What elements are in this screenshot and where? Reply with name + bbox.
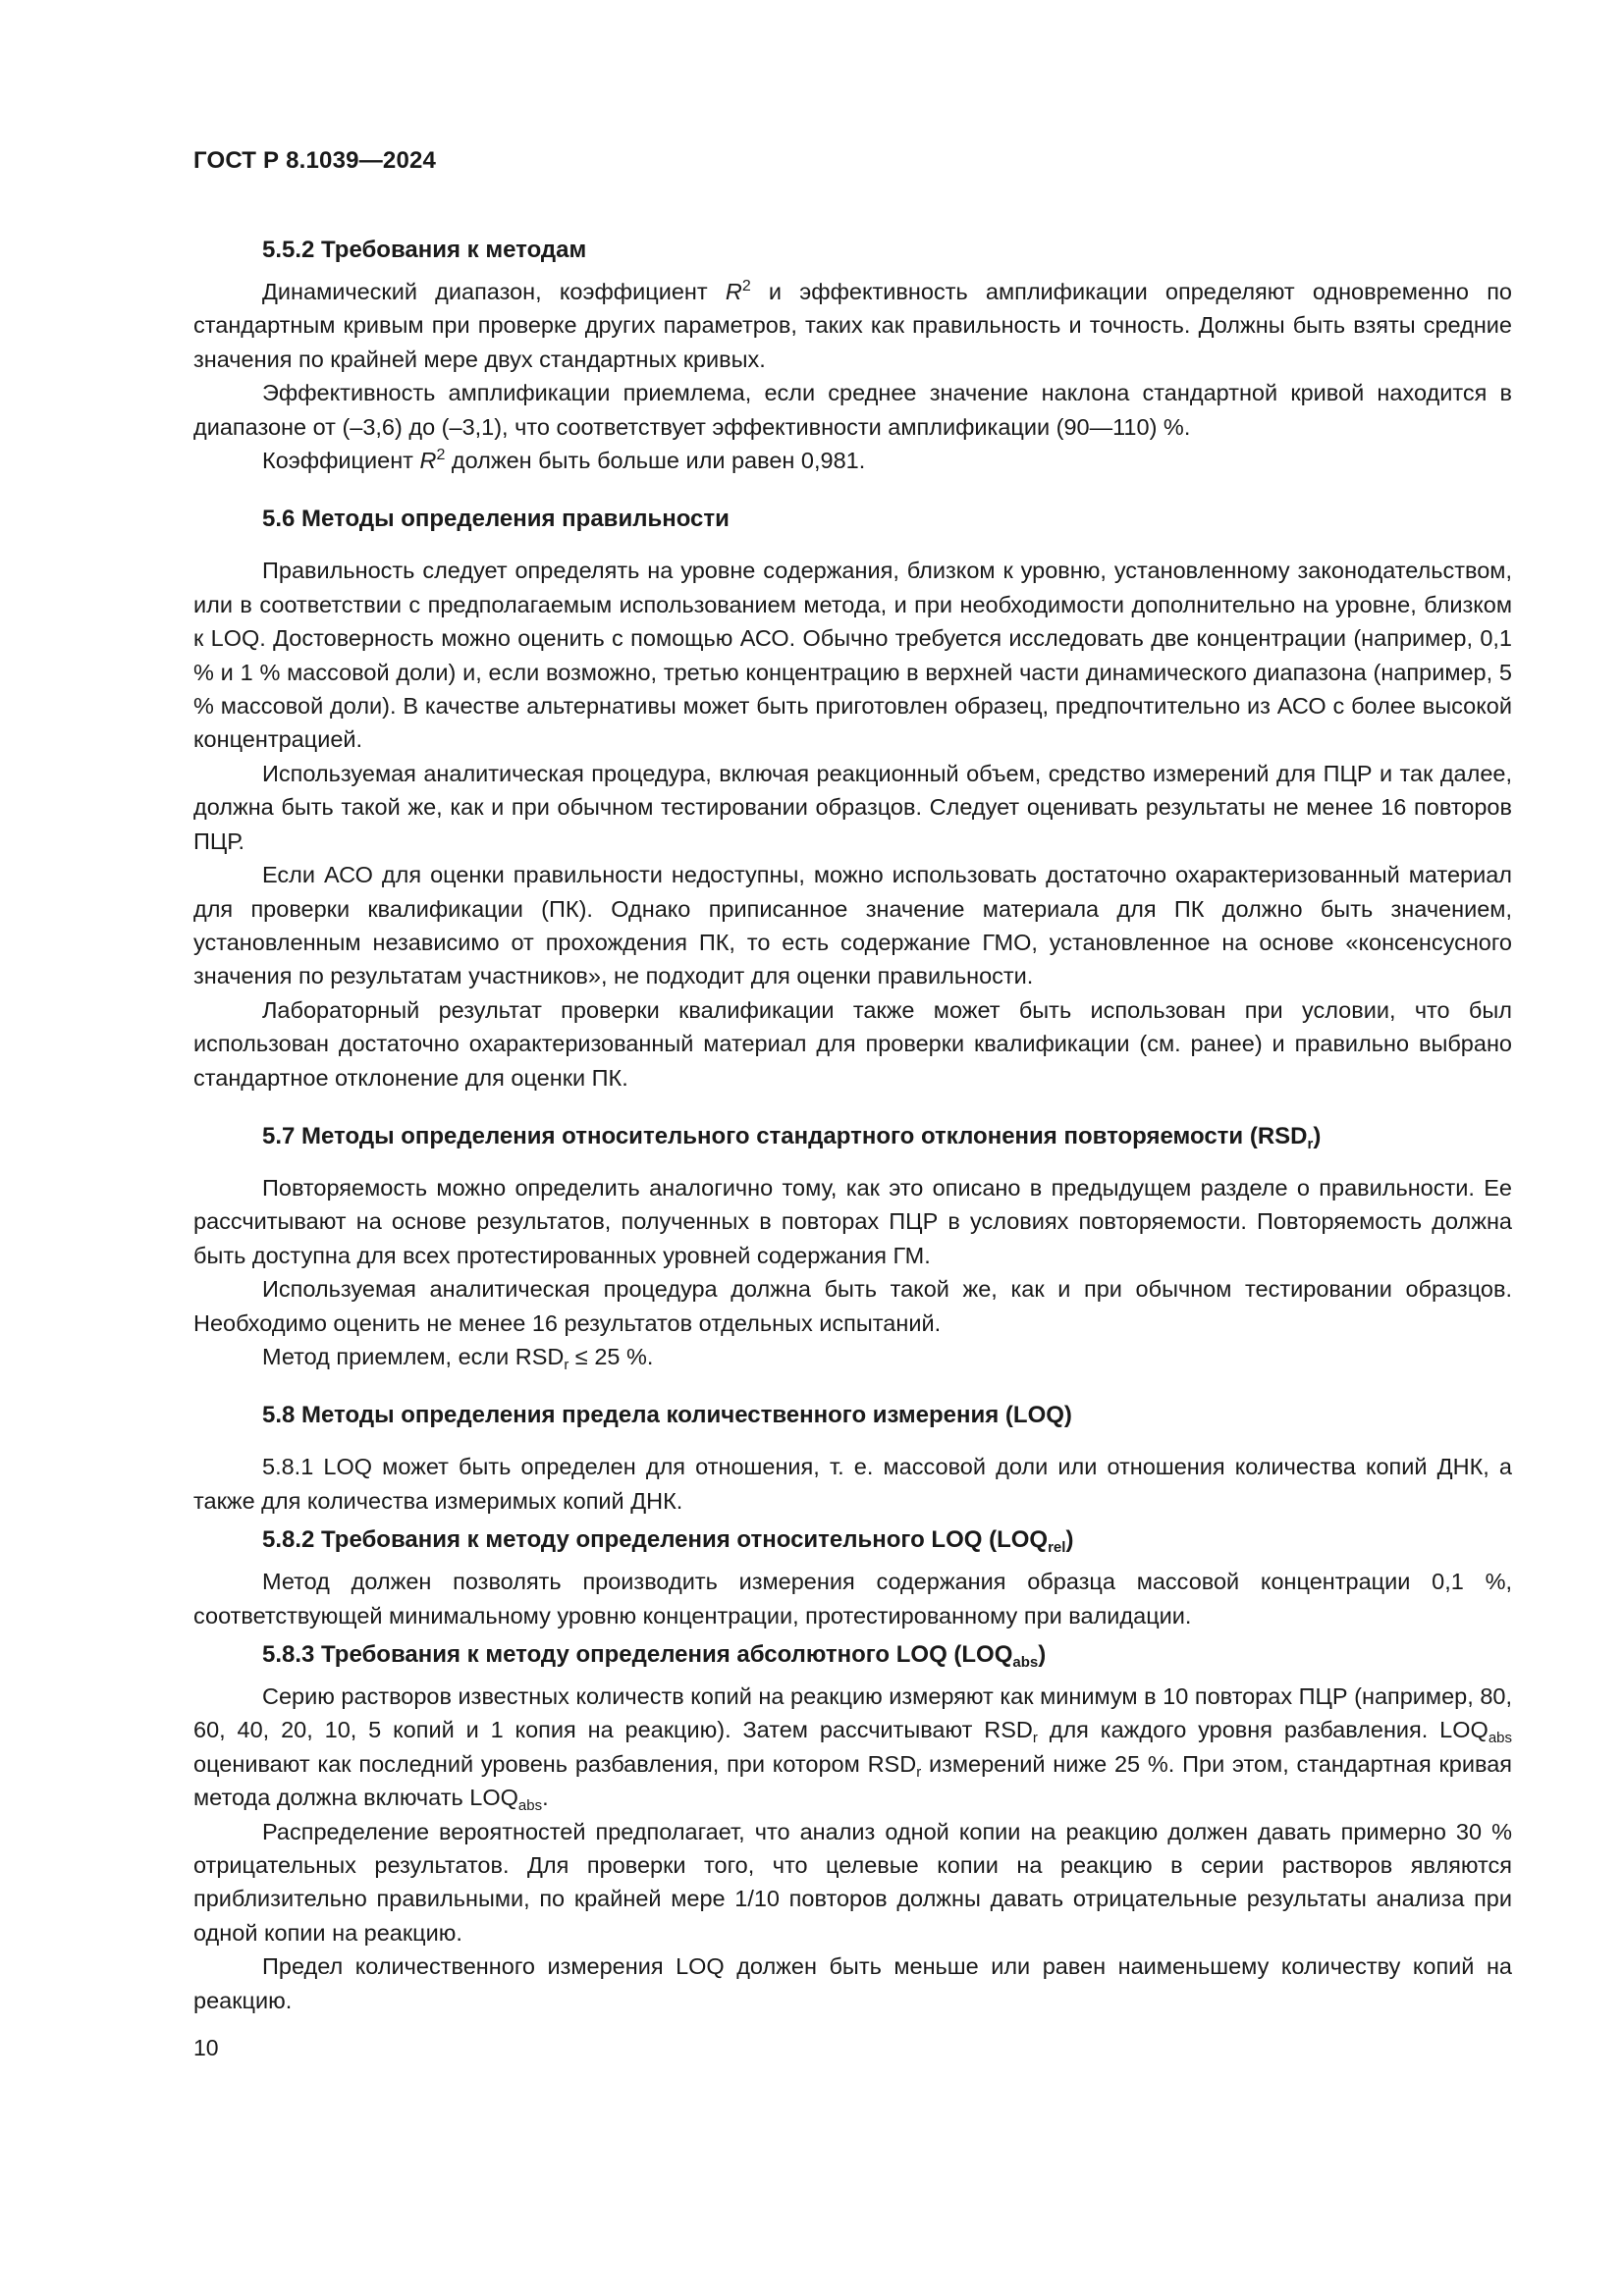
document-page bbox=[193, 147, 1512, 2061]
paragraph-5-6-1: Правильность следует определять на уровне содержания, близком к уровню, установленному законодательством, или в соответствии с предполагаемым использованием метода, и при необходимости дополнительно на уровне, близком к LOQ. Достоверность можно оценить с помощью АСО. Обычно требуется исследовать две концентрации (например, 0,1 % и 1 % массовой доли) и, если возможно, третью концентрацию в верхней части динамического диапазона (например, 5 % массовой доли). В качестве альтернативы может быть приготовлен образец, предпочтительно из АСО с более высокой концентрацией. bbox=[193, 558, 1512, 753]
paragraph-5-5-2-3: Коэффициент $R^2$ должен быть больше или равен 0,981. bbox=[262, 447, 866, 474]
paragraph-5-7-3: Метод приемлем, если $RSD_r \le 25$ %. bbox=[262, 1343, 654, 1373]
paragraph-5-8-3-3: Предел количественного измерения LOQ должен быть меньше или равен наименьшему количеству копий на реакцию. bbox=[193, 1953, 1512, 2013]
document-code: ГОСТ Р 8.1039—2024 bbox=[193, 147, 437, 174]
paragraph-5-6-3: Если АСО для оценки правильности недоступны, можно использовать достаточно охарактеризованный материал для проверки квалификации (ПК). Однако приписанное значение материала для ПК должно быть значением, установленным независимо от прохождения ПК, то есть содержание ГМО, установленное на основе «консенсусного значения по результатам участников», не подходит для оценки правильности. bbox=[193, 862, 1512, 989]
page-number: 10 bbox=[193, 2035, 219, 2061]
paragraph-5-7-1: Повторяемость можно определить аналогично тому, как это описано в предыдущем разделе о правильности. Ее рассчитывают на основе результатов, полученных в повторах ПЦР в условиях повторяемости. Повторяемость должна быть доступна для всех протестированных уровней содержания ГМ. bbox=[193, 1174, 1512, 1268]
paragraph-5-5-2-1: Динамический диапазон, коэффициент $R^2$ и эффективность амплификации определяют одновременно по стандартным кривым при проверке других параметров, таких как правильность и точность. Должны быть взяты средние значения по крайней мере двух стандартных кривых. bbox=[193, 278, 1512, 372]
heading-5-8: 5.8 Методы определения предела количественного измерения (LOQ) bbox=[262, 1402, 1072, 1429]
paragraph-5-8-2: Метод должен позволять производить измерения содержания образца массовой концентрации 0,1 %, соответствующей минимальному уровню концентрации, протестированному при валидации. bbox=[193, 1569, 1512, 1629]
heading-5-6: 5.6 Методы определения правильности bbox=[262, 506, 730, 533]
paragraph-5-8-1: 5.8.1 LOQ может быть определен для отношения, т. е. массовой доли или отношения количества копий ДНК, а также для количества измеримых копий ДНК. bbox=[193, 1454, 1512, 1514]
heading-5-7: 5.7 Методы определения относительного стандартного отклонения повторяемости $(RSD_r)$ bbox=[262, 1122, 1322, 1152]
paragraph-5-6-2: Используемая аналитическая процедура, включая реакционный объем, средство измерений для ПЦР и так далее, должна быть такой же, как и при обычном тестировании образцов. Следует оценивать результаты не менее 16 повторов ПЦР. bbox=[193, 760, 1512, 854]
paragraph-5-8-3-2: Распределение вероятностей предполагает, что анализ одной копии на реакцию должен давать примерно 30 % отрицательных результатов. Для проверки того, что целевые копии на реакцию в серии растворов являются приблизительно правильными, по крайней мере 1/10 повторов должны давать отрицательные результаты анализа при одной копии на реакцию. bbox=[193, 1818, 1512, 1946]
heading-5-8-2: 5.8.2 Требования к методу определения относительного LOQ $(LOQ_{rel})$ bbox=[262, 1526, 1074, 1557]
r-letter: R bbox=[725, 279, 742, 304]
paragraph-5-6-4: Лабораторный результат проверки квалификации также может быть использован при условии, что был использован достаточно охарактеризованный материал для проверки квалификации (см. ранее) и правильно выбрано стандартное отклонение для оценки ПК. bbox=[193, 996, 1512, 1091]
heading-5-8-3: 5.8.3 Требования к методу определения абсолютного LOQ $(LOQ_{abs})$ bbox=[262, 1641, 1047, 1671]
paragraph-5-7-2: Используемая аналитическая процедура должна быть такой же, как и при обычном тестировании образцов. Необходимо оценить не менее 16 результатов отдельных испытаний. bbox=[193, 1276, 1512, 1336]
heading-5-5-2: 5.5.2 Требования к методам bbox=[262, 237, 587, 263]
paragraph-5-8-3-1: Серию растворов известных количеств копий на реакцию измеряют как минимум в 10 повторах ПЦР (например, 80, 60, 40, 20, 10, 5 копий и 1 копия на реакцию). Затем рассчитывают $RSD_r$ для каждого уровня разбавления. $LOQ_{abs}$ оценивают как последний уровень разбавления, при котором $RSD_r$ измерений ниже 25 %. При этом, стандартная кривая метода должна включать $LOQ_{abs}$. bbox=[193, 1683, 1512, 1815]
paragraph-5-5-2-2: Эффективность амплификации приемлема, если среднее значение наклона стандартной кривой находится в диапазоне от (–3,6) до (–3,1), что соответствует эффективности амплификации (90—110) %. bbox=[193, 380, 1512, 440]
